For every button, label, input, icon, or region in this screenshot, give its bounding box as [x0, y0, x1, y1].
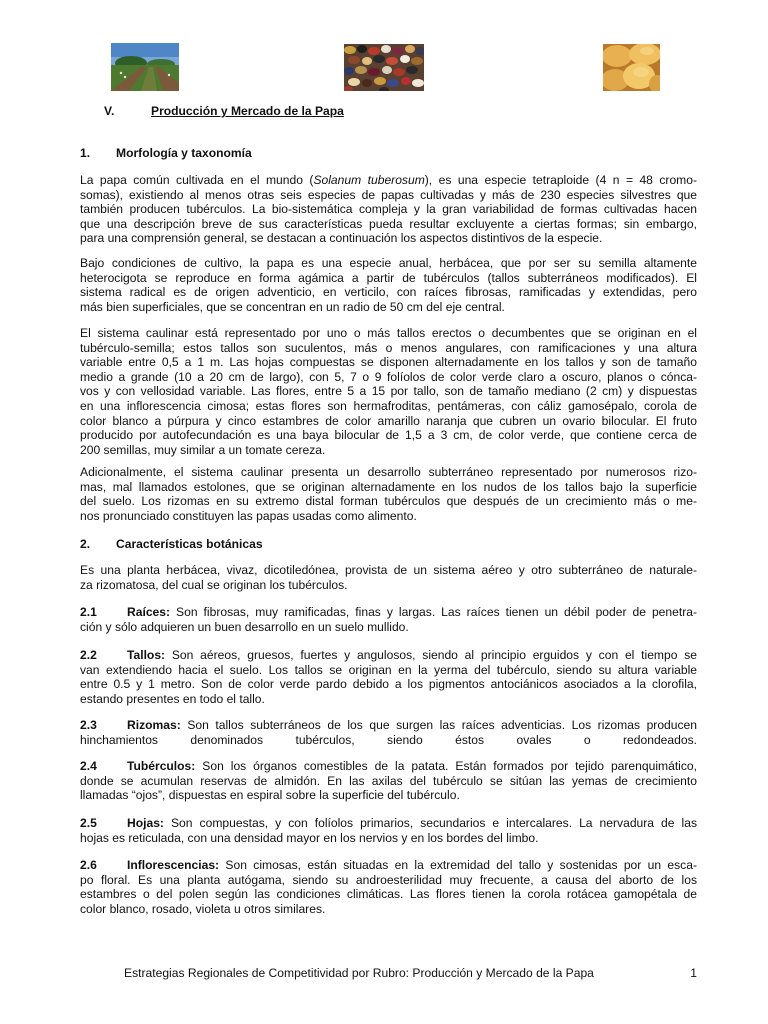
paragraph-line: Son tallos subterráneos de los que surgen las raíces adventicias. Los rizomas producen — [180, 718, 697, 732]
paragraph-line: La papa común cultivada en el mundo (Solanum tuberosum), es una especie tetraploide (4 n = 48 cromo- — [80, 173, 697, 187]
paragraph-line: estando presentes en todo el tallo. — [80, 691, 265, 706]
paragraph-line: llamadas “ojos”, dispuestas en espiral sobre la superficie del tubérculo. — [80, 788, 460, 803]
paragraph-line: Son compuestas, y con folíolos primarios, secundarios e intercalares. La nervadura de las — [163, 816, 697, 830]
paragraph-4 — [80, 465, 697, 523]
paragraph-1 — [80, 173, 697, 246]
subsection-hojas — [80, 816, 697, 845]
subsection-term: Tallos: — [127, 648, 166, 662]
subsection-tallos — [80, 648, 697, 706]
paragraph-line: color blanco a púrpura y cinco estambres de color amarillo naranja que cubren un ovario bilocular. El fruto — [80, 413, 697, 428]
heading-caracteristicas — [80, 537, 697, 552]
paragraph-line: Bajo condiciones de cultivo, la papa es una especie anual, herbácea, que por ser su semilla altamente — [80, 256, 697, 270]
paragraph-line: 200 semillas, muy similar a un tomate cereza. — [80, 442, 326, 457]
subsection-number: 2.1 — [80, 605, 97, 619]
page-number: 1 — [690, 966, 697, 980]
paragraph-line: producido por autofecundación es una baya bilocular de 1,5 a 3 cm, de color verde, que contiene cerca de — [80, 428, 697, 443]
subsection-raices — [80, 605, 697, 634]
paragraph-3 — [80, 326, 697, 457]
paragraph-line: entre 0.5 y 1 metro. Son de color verde pardo debido a los pigmentos antociánicos asociados a la clorofila, — [80, 677, 697, 692]
paragraph-line: Es una planta herbácea, vivaz, dicotiledónea, provista de un sistema aéreo y otro subterráneo de naturale- — [80, 563, 697, 577]
paragraph-line: za rizomatosa, del cual se originan los tubérculos. — [80, 577, 348, 592]
subsection-term: Hojas: — [127, 816, 164, 830]
paragraph-line: del suelo. Los rizomas en su extremo distal forman tubérculos que después de un crecimiento más o me- — [80, 494, 697, 509]
footer-text: Estrategias Regionales de Competitividad por Rubro: Producción y Mercado de la Papa — [124, 966, 594, 980]
heading-morfologia — [80, 146, 697, 161]
section-number: V. — [104, 104, 115, 118]
paragraph-line: medio a grande (10 a 20 cm de largo), con 5, 7 o 9 folíolos de color verde claro a oscuro, planos o cónca- — [80, 369, 697, 384]
heading-text: Morfología y taxonomía — [116, 146, 252, 160]
potatoes-photo — [603, 44, 660, 91]
section-title: Producción y Mercado de la Papa — [151, 104, 344, 118]
subsection-term: Rizomas: — [127, 718, 181, 732]
paragraph-line: hinchamientos denominados tubérculos, siendo éstos ovales o redondeados. — [80, 732, 697, 747]
paragraph-line: Son los órganos comestibles de la patata. Están formados por tejido parenquimático, — [195, 759, 697, 773]
subsection-number: 2.2 — [80, 648, 97, 662]
species-name: Solanum tuberosum — [313, 173, 425, 187]
paragraph-line: mas, mal llamados estolones, que se originan alternadamente en los nudos de los tallos bajo la superficie — [80, 479, 697, 494]
heading-number: 1. — [80, 146, 91, 160]
paragraph-line: sistema radical es de origen adventicio, en verticilo, con raíces fibrosas, ramificadas y extendidas, pero — [80, 285, 697, 300]
subsection-term: Inflorescencias: — [127, 858, 220, 872]
paragraph-line: heterocigota se reproduce en forma agámica a partir de tubérculos (tallos subterráneos modificados). El — [80, 270, 697, 285]
subsection-term: Tubérculos: — [127, 759, 196, 773]
paragraph-line: más bien superficiales, que se concentran en un radio de 50 cm del eje central. — [80, 299, 505, 314]
paragraph-line: El sistema caulinar está representado por uno o más tallos erectos o decumbentes que se originan en el — [80, 326, 697, 340]
heading-text: Características botánicas — [116, 537, 263, 551]
paragraph-line: en una inflorescencia cimosa; estas flores son hermafroditas, pentámeras, con cáliz gamosépalo, corola de — [80, 398, 697, 413]
paragraph-line: para una comprensión general, se destacan a continuación los aspectos distintivos de la especie. — [80, 231, 603, 246]
paragraph-line: hojas es reticulada, con una densidad mayor en los nervios y en los bordes del limbo. — [80, 830, 539, 845]
paragraph-intro — [80, 563, 697, 592]
paragraph-line: ción y sólo adquieren un buen desarrollo en un suelo mullido. — [80, 619, 409, 634]
section-heading — [104, 104, 344, 119]
paragraph-line: van extendiendo hacia el suelo. Los tallos se originan en la yerma del tubérculo, siendo su altura variable — [80, 662, 697, 677]
paragraph-2 — [80, 256, 697, 314]
subsection-number: 2.5 — [80, 816, 97, 830]
subsection-number: 2.6 — [80, 858, 97, 872]
paragraph-line: po floral. Es una planta autógama, siendo su androesterilidad muy frecuente, a causa del aborto de los — [80, 872, 697, 887]
paragraph-line: Son aéreos, gruesos, fuertes y angulosos, siendo al principio erguidos y con el tiempo se — [165, 648, 697, 662]
paragraph-line: también producen tubérculos. La bio-sistemática compleja y la gran variabilidad de formas cultivadas hacen — [80, 202, 697, 217]
paragraph-line: Adicionalmente, el sistema caulinar presenta un desarrollo subterráneo representado por numerosos rizo- — [80, 465, 697, 479]
subsection-number: 2.4 — [80, 759, 97, 773]
subsection-inflorescencias — [80, 858, 697, 916]
paragraph-line: Son fibrosas, muy ramificadas, finas y largas. Las raíces tienen un débil poder de penetra- — [170, 605, 697, 619]
paragraph-line: somas), existiendo al menos otras seis especies de papas cultivadas y más de 230 especies silvestres que — [80, 187, 697, 202]
subsection-tuberculos — [80, 759, 697, 803]
subsection-rizomas — [80, 718, 697, 747]
paragraph-line: donde se acumulan reservas de almidón. En las axilas del tubérculo se sitúan las yemas de crecimiento — [80, 773, 697, 788]
paragraph-line: vos y con vellosidad variable. Las flores, entre 5 a 15 por tallo, son de tamaño mediano (2 cm) y dispuestas — [80, 384, 697, 399]
subsection-number: 2.3 — [80, 718, 97, 732]
paragraph-line: tubérculo-semilla; estos tallos son suculentos, más o menos angulares, con ramificaciones y una altura — [80, 340, 697, 355]
heading-number: 2. — [80, 537, 91, 551]
subsection-term: Raíces: — [127, 605, 171, 619]
paragraph-line: variable entre 0,5 a 1 m. Las hojas compuestas se disponen alternadamente en los tallos y son de tamaño — [80, 355, 697, 370]
potato-field-photo — [111, 43, 179, 91]
paragraph-line: nos pronunciado constituyen las papas usadas como alimento. — [80, 508, 417, 523]
beans-photo — [344, 44, 424, 91]
paragraph-line: color blanco, rosado, violeta u otros similares. — [80, 901, 326, 916]
paragraph-line: Son cimosas, están situadas en la extremidad del tallo y sostenidas por un esca- — [219, 858, 697, 872]
paragraph-line: que una descripción breve de sus características pueda resultar excluyente a ciertas formas; sin embargo, — [80, 216, 697, 231]
paragraph-line: estambres o del polen según las condiciones climáticas. Las flores tienen la corola rotácea gamopétala de — [80, 887, 697, 902]
